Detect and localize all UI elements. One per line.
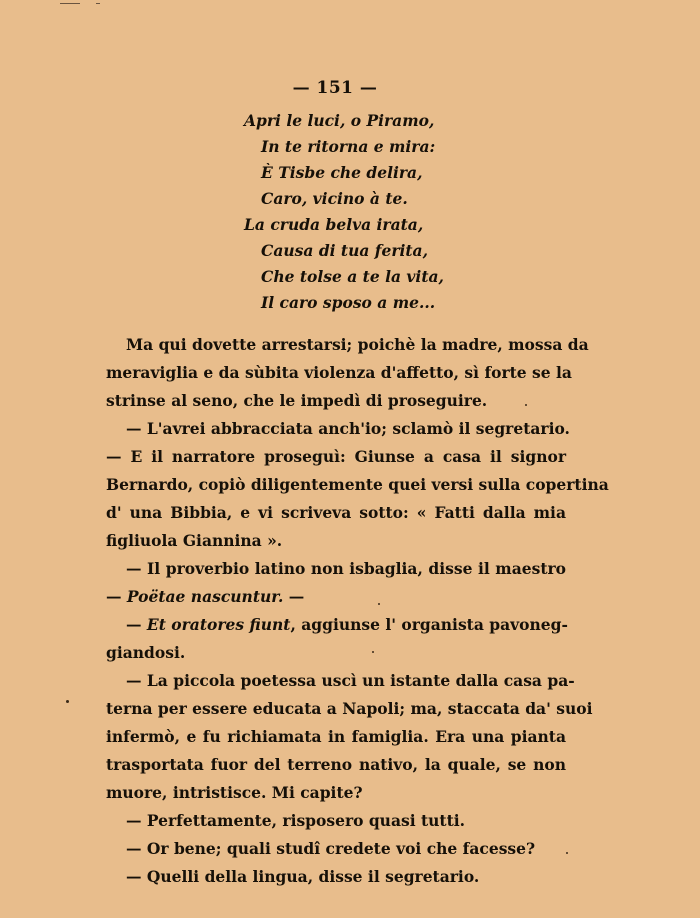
dialogue-line: — Il proverbio latino non isbaglia, disse il maestro bbox=[126, 559, 566, 578]
dialogue-line: — Quelli della lingua, disse il segretario. bbox=[126, 867, 480, 886]
paper-speck bbox=[66, 700, 69, 703]
dash: — bbox=[126, 615, 142, 634]
poem-line: Apri le luci, o Piramo, bbox=[244, 111, 435, 130]
latin-quote-line bbox=[106, 611, 566, 639]
latin-phrase: Et oratores fiunt bbox=[146, 615, 291, 634]
poem-line: Causa di tua ferita, bbox=[261, 241, 428, 260]
poem bbox=[244, 108, 564, 316]
paragraph-line: meraviglia e da sùbita violenza d'affetto, sì forte se la bbox=[106, 363, 572, 382]
paragraph-line: figliuola Giannina ». bbox=[106, 531, 283, 550]
dialogue-line: — L'avrei abbracciata anch'io; sclamò il segretario. bbox=[126, 419, 570, 438]
paper-speck bbox=[372, 651, 374, 653]
paragraph-line: Bernardo, copiò diligentemente quei versi sulla copertina bbox=[106, 475, 609, 494]
paragraph-line: d' una Bibbia, e vi scriveva sotto: « Fatti dalla mia bbox=[106, 503, 566, 522]
paragraph-line: trasportata fuor del terreno nativo, la quale, se non bbox=[106, 755, 566, 774]
dialogue-line: — Perfettamente, risposero quasi tutti. bbox=[126, 811, 466, 830]
page-number: — 151 — bbox=[292, 78, 378, 98]
poem-line: In te ritorna e mira: bbox=[261, 137, 436, 156]
dash: — bbox=[288, 587, 305, 606]
paragraph-line: — E il narratore proseguì: Giunse a casa il signor bbox=[106, 447, 566, 466]
paragraph-line: — La piccola poetessa uscì un istante dalla casa pa- bbox=[126, 671, 575, 690]
prose-body bbox=[106, 331, 609, 891]
dash: — bbox=[106, 587, 122, 606]
poem-line: Che tolse a te la vita, bbox=[261, 267, 444, 286]
paragraph-line: muore, intristisce. Mi capite? bbox=[106, 783, 363, 802]
paper-speck bbox=[566, 852, 568, 854]
poem-line: La cruda belva irata, bbox=[244, 215, 424, 234]
paper-speck bbox=[525, 404, 527, 406]
latin-phrase: Poëtae nascuntur. bbox=[126, 587, 284, 606]
line-text: , aggiunse l' organista pavoneg- bbox=[290, 615, 568, 634]
paragraph-line: terna per essere educata a Napoli; ma, staccata da' suoi bbox=[106, 699, 593, 718]
paragraph-line: infermò, e fu richiamata in famiglia. Era una pianta bbox=[106, 727, 566, 746]
poem-line: È Tisbe che delira, bbox=[261, 163, 423, 182]
paper-speck bbox=[378, 603, 380, 605]
dialogue-line: — Or bene; quali studî credete voi che facesse? bbox=[126, 839, 536, 858]
poem-line: Il caro sposo a me... bbox=[261, 293, 436, 312]
scan-mark bbox=[96, 3, 100, 4]
scan-mark bbox=[60, 3, 80, 4]
latin-quote-line bbox=[106, 583, 566, 611]
poem-line: Caro, vicino à te. bbox=[261, 189, 408, 208]
paragraph-line: Ma qui dovette arrestarsi; poichè la madre, mossa da bbox=[126, 335, 589, 354]
paragraph-line: giandosi. bbox=[106, 643, 186, 662]
paragraph-line: strinse al seno, che le impedì di proseguire. bbox=[106, 391, 488, 410]
